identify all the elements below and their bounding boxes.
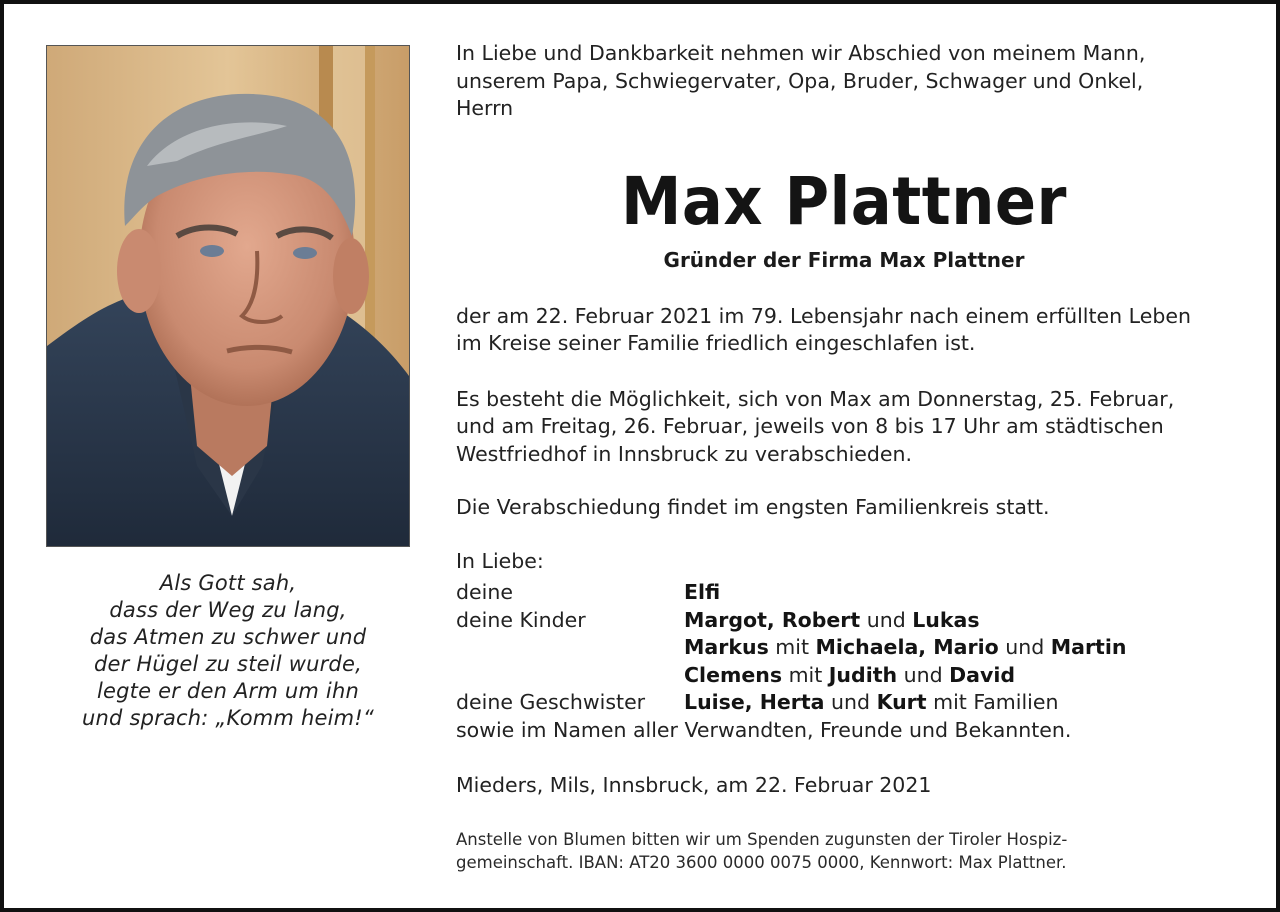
family-relation [456, 662, 684, 690]
intro-line: In Liebe und Dankbarkeit nehmen wir Abschied von meinem Mann, [456, 41, 1146, 65]
family-names [684, 689, 1058, 717]
family-names [684, 662, 1015, 690]
family-connector: mit Familien [926, 690, 1059, 714]
deceased-subtitle: Gründer der Firma Max Plattner [663, 247, 1025, 272]
family-name: Michaela, Mario [815, 635, 999, 659]
family-relation: deine Kinder [456, 607, 586, 632]
family-row [456, 662, 1232, 690]
intro-paragraph [456, 40, 1232, 123]
family-connector: und [998, 635, 1051, 659]
intro-line: unserem Papa, Schwiegervater, Opa, Bruder, Schwager und Onkel, [456, 68, 1144, 93]
poem [46, 570, 410, 732]
family-name: Lukas [912, 607, 980, 632]
farewell-paragraph [456, 386, 1232, 469]
family-name: Markus [684, 635, 769, 659]
donation-line: Anstelle von Blumen bitten wir um Spenden zugunsten der Tiroler Hospiz- [456, 829, 1068, 849]
family-relation: deine Geschwister [456, 690, 646, 714]
place-date: Mieders, Mils, Innsbruck, am 22. Februar 2021 [456, 773, 932, 797]
family-row [456, 689, 1232, 717]
death-line: im Kreise seiner Familie friedlich eingeschlafen ist. [456, 331, 976, 355]
family-connector: und [897, 662, 950, 687]
poem-line: der Hügel zu steil wurde, [94, 652, 362, 676]
family-names [684, 607, 980, 635]
family-relation [456, 634, 684, 662]
family-names [684, 634, 1126, 662]
portrait-image [47, 46, 409, 546]
poem-line: legte er den Arm um ihn [96, 679, 359, 703]
family-name: Luise, Herta [684, 690, 825, 714]
family-connector: und [824, 690, 877, 714]
donation-note [456, 828, 1232, 874]
poem-line: dass der Weg zu lang, [109, 598, 347, 622]
family-name: Martin [1050, 635, 1127, 659]
death-paragraph [456, 303, 1232, 358]
family-name: David [949, 662, 1016, 687]
family-name: Kurt [876, 690, 927, 714]
family-names [684, 579, 720, 607]
poem-line: das Atmen zu schwer und [89, 625, 367, 649]
farewell-line: Westfriedhof in Innsbruck zu verabschieden. [456, 441, 913, 466]
in-liebe-heading: In Liebe: [456, 548, 544, 573]
family-relation: deine [456, 580, 513, 604]
deceased-name: Max Plattner [621, 162, 1067, 240]
ceremony-note: Die Verabschiedung findet im engsten Familienkreis statt. [456, 495, 1050, 519]
poem-line: Als Gott sah, [159, 571, 297, 595]
farewell-line: und am Freitag, 26. Februar, jeweils von 8 bis 17 Uhr am städtischen [456, 414, 1164, 438]
relatives-line: sowie im Namen aller Verwandten, Freunde und Bekannten. [456, 717, 1072, 742]
portrait-photo [46, 45, 410, 547]
family-name: Margot, Robert [684, 607, 861, 632]
donation-line: gemeinschaft. IBAN: AT20 3600 0000 0075 0000, Kennwort: Max Plattner. [456, 852, 1067, 872]
family-connector: und [860, 607, 913, 632]
notice-text-column [456, 40, 1232, 874]
farewell-line: Es besteht die Möglichkeit, sich von Max am Donnerstag, 25. Februar, [456, 386, 1175, 411]
family-row [456, 634, 1232, 662]
family-connector: mit [768, 635, 816, 659]
family-row [456, 607, 1232, 635]
death-line: der am 22. Februar 2021 im 79. Lebensjahr nach einem erfüllten Leben [456, 303, 1191, 328]
family-name: Elfi [684, 580, 721, 604]
poem-line: und sprach: „Komm heim!“ [82, 706, 374, 730]
family-row [456, 579, 1232, 607]
intro-line: Herrn [456, 96, 514, 120]
family-list [456, 579, 1232, 744]
family-name: Clemens [684, 662, 783, 687]
family-name: Judith [828, 662, 898, 687]
family-connector: mit [782, 662, 829, 687]
